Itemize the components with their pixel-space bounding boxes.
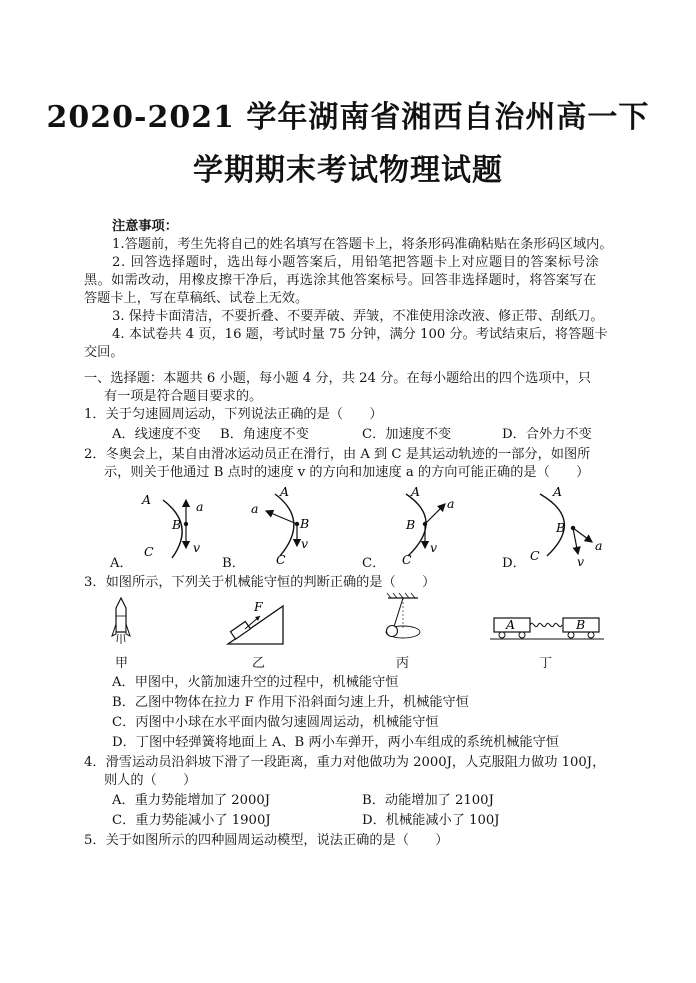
notes-line-1: 1.答题前，考生先将自己的姓名填写在答题卡上，将条形码准确粘贴在条形码区域内。: [112, 237, 613, 252]
q2-figure-c: [402, 484, 454, 567]
q3-option-d: D．丁图中轻弹簧将地面上 A、B 两小车弹开，两小车组成的系统机械能守恒: [112, 735, 559, 750]
q2d-accel-a: a: [595, 538, 603, 553]
q2a-point-c: C: [144, 544, 154, 559]
page-title-line2: 学期期末考试物理试题: [193, 153, 503, 188]
q1-option-c: C．加速度不变: [362, 427, 452, 442]
section1-line2: 有一项是符合题目要求的。: [104, 389, 263, 404]
q2-figures: [0, 480, 696, 575]
q3-label-yi: 乙: [252, 656, 266, 671]
q2d-point-b: B: [556, 520, 566, 535]
q3-stem: 3．如图所示，下列关于机械能守恒的判断正确的是（ ）: [84, 575, 436, 590]
q2c-point-b: B: [406, 517, 416, 532]
q3-incline-figure: [228, 599, 283, 644]
q1-option-b: B．角速度不变: [220, 427, 309, 442]
q2-stem-line1: 2．冬奥会上，某自由滑冰运动员正在滑行，由 A 到 C 是其运动轨迹的一部分，如图所: [84, 447, 591, 462]
q2b-point-a: A: [280, 484, 290, 499]
q2-figure-a: [141, 492, 203, 559]
q2a-point-a: A: [142, 492, 152, 507]
q4-option-d: D．机械能减小了 100J: [362, 813, 500, 828]
q2c-accel-a: a: [447, 496, 455, 511]
q2a-accel-a: a: [196, 499, 204, 514]
q1-option-a: A．线速度不变: [112, 427, 201, 442]
q2b-velocity-v: v: [301, 536, 309, 551]
q3-figures: [0, 592, 696, 654]
q2d-point-c: C: [530, 548, 540, 563]
q2c-point-c: C: [402, 552, 412, 567]
q3-carts-figure: [490, 617, 604, 639]
notes-line-3: 黑。如需改动，用橡皮擦干净后，再选涂其他答案标号。回答非选择题时，将答案写在: [84, 273, 597, 288]
section1-line1: 一、选择题：本题共 6 小题，每小题 4 分，共 24 分。在每小题给出的四个选项中，只: [84, 371, 592, 386]
notes-line-4: 答题卡上，写在草稿纸、试卷上无效。: [84, 291, 309, 306]
q1-option-d: D．合外力不变: [502, 427, 592, 442]
q2d-point-a: A: [553, 484, 563, 499]
q2-fig-label-b: B．: [222, 556, 245, 571]
q4-option-a: A．重力势能增加了 2000J: [112, 793, 271, 808]
q3-label-bing: 丙: [396, 656, 410, 671]
q4-stem-line1: 4．滑雪运动员沿斜坡下滑了一段距离，重力对他做功为 2000J，人克服阻力做功 100J，: [84, 755, 606, 770]
q4-option-c: C．重力势能减小了 1900J: [112, 813, 271, 828]
notes-line-5: 3. 保持卡面清洁，不要折叠、不要弄破、弄皱，不准使用涂改液、修正带、刮纸刀。: [112, 309, 604, 324]
notes-line-2: 2. 回答选择题时，选出每小题答案后，用铅笔把答题卡上对应题目的答案标号涂: [112, 255, 600, 270]
q3-option-c: C．丙图中小球在水平面内做匀速圆周运动，机械能守恒: [112, 715, 439, 730]
page-title-line1: 2020-2021 学年湖南省湘西自治州高一下: [46, 100, 650, 135]
q3-option-b: B．乙图中物体在拉力 F 作用下沿斜面匀速上升，机械能守恒: [112, 695, 469, 710]
q2-stem-line2: 示，则关于他通过 B 点时的速度 v 的方向和加速度 a 的方向可能正确的是（ ）: [104, 465, 590, 480]
q2a-velocity-v: v: [193, 540, 201, 555]
notes-heading: 注意事项：: [112, 219, 178, 234]
q4-stem-line2: 则人的（ ）: [104, 773, 197, 788]
q3-rocket-figure: [112, 598, 130, 644]
q3-cart-b: B: [576, 617, 586, 632]
q2-figure-d: [530, 484, 602, 569]
q3-label-ding: 丁: [539, 656, 553, 671]
q3-option-a: A．甲图中，火箭加速升空的过程中，机械能守恒: [112, 675, 399, 690]
q3-label-jia: 甲: [115, 656, 129, 671]
q2b-point-b: B: [300, 516, 310, 531]
q2c-point-a: A: [411, 484, 421, 499]
q2d-velocity-v: v: [577, 554, 585, 569]
q2-fig-label-c: C．: [362, 556, 386, 571]
q4-option-b: B．动能增加了 2100J: [362, 793, 494, 808]
q3-cart-a: A: [506, 617, 516, 632]
q2-fig-label-a: A．: [110, 556, 133, 571]
q2b-point-c: C: [276, 552, 286, 567]
q2a-point-b: B: [172, 517, 182, 532]
q2b-accel-a: a: [251, 501, 259, 516]
q3-force-f: F: [254, 599, 263, 614]
notes-line-7: 交回。: [84, 345, 124, 360]
q3-pendulum-figure: [386, 593, 420, 638]
q2-fig-label-d: D．: [502, 556, 526, 571]
q2-figure-b: [251, 484, 309, 567]
q1-stem: 1．关于匀速圆周运动，下列说法正确的是（ ）: [84, 407, 383, 422]
q5-stem: 5．关于如图所示的四种圆周运动模型，说法正确的是（ ）: [84, 833, 449, 848]
q2c-velocity-v: v: [430, 540, 438, 555]
notes-line-6: 4. 本试卷共 4 页，16 题，考试时量 75 分钟，满分 100 分。考试结束后，将答题卡: [112, 327, 608, 342]
